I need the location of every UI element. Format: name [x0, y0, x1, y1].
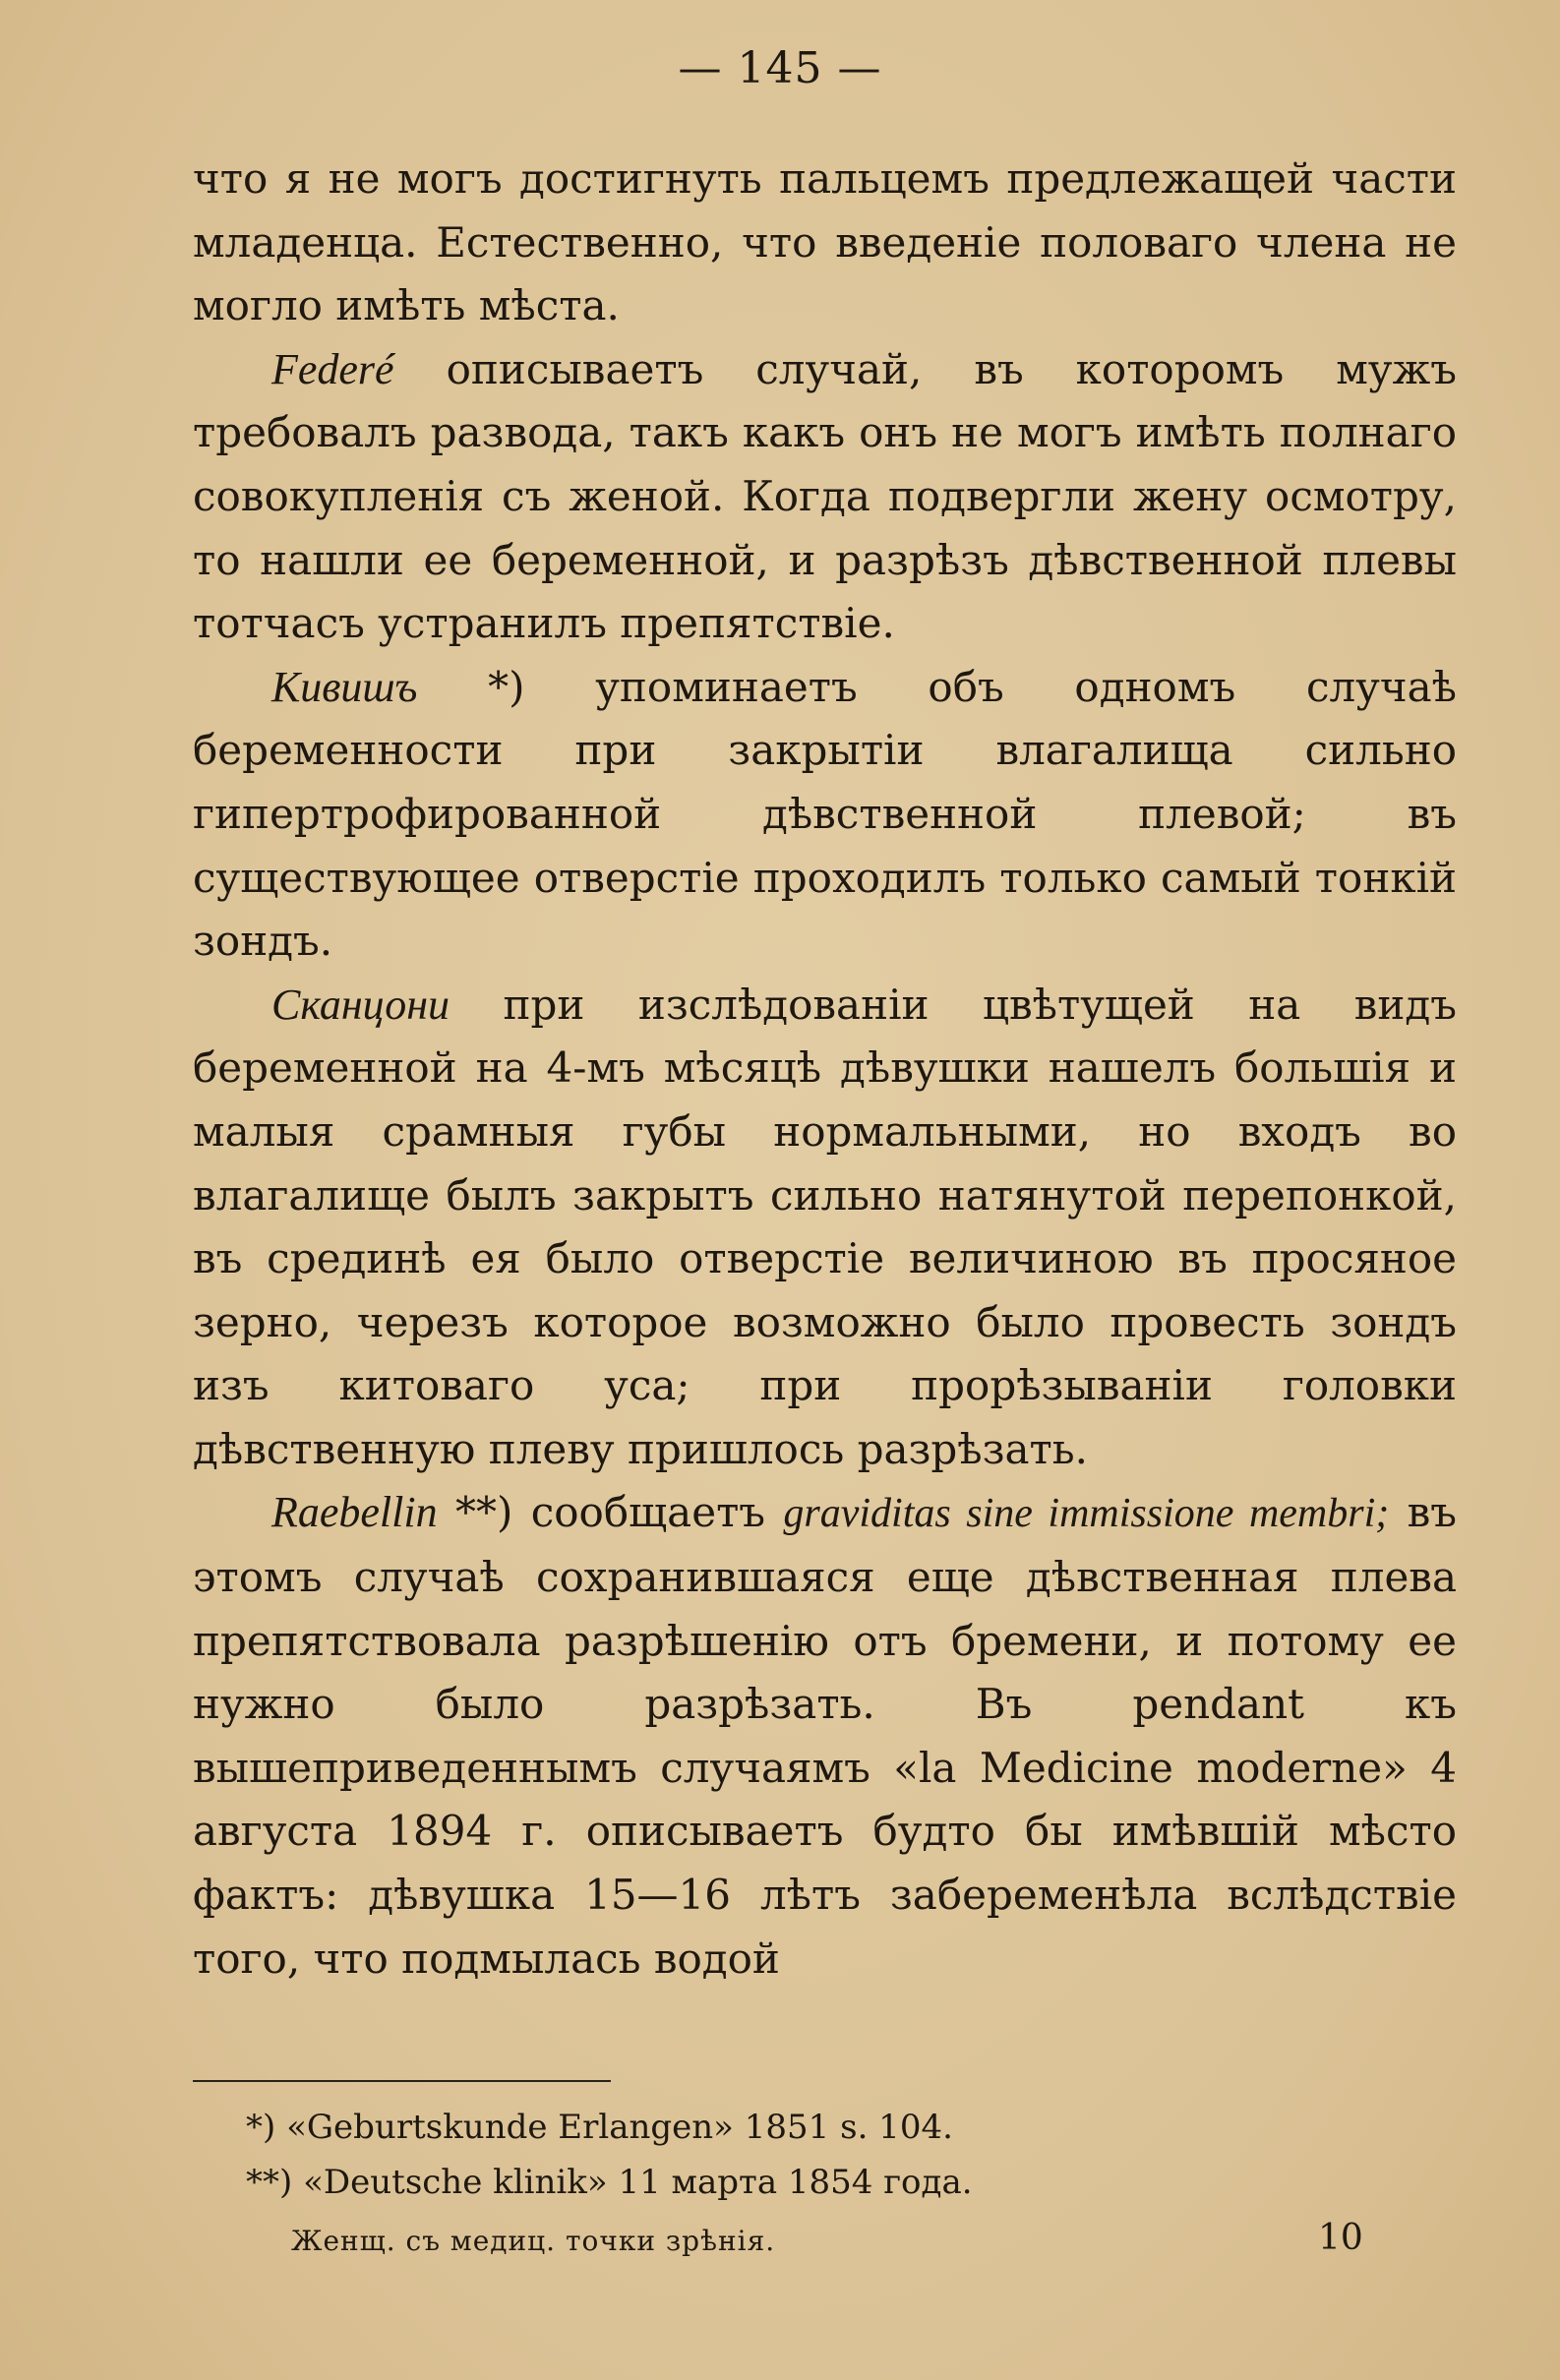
paragraph-1 — [193, 148, 1457, 338]
footnotes — [246, 2100, 1426, 2210]
footnote-mark: *) — [246, 2108, 276, 2147]
author-name: Federé — [271, 344, 394, 393]
paragraph-2 — [193, 338, 1457, 656]
paragraph-3 — [193, 656, 1457, 974]
paragraph-text: въ этомъ случаѣ сохранившаяся еще дѣвственная плева препятствовала разрѣшенію отъ бремени, и потому ее нужно было разрѣзать. Въ pendant къ вышеприведеннымъ случаямъ «la Medicine moderne» 4 августа 1894 г. описываетъ будто бы имѣвшій мѣсто фактъ: дѣвушка 15—16 лѣтъ забеременѣла вслѣдствіе того, что подмылась водой — [193, 1488, 1457, 1983]
footnote-mark: **) — [246, 2163, 293, 2202]
author-name: Raebellin — [271, 1488, 438, 1537]
paragraph-5 — [193, 1481, 1457, 1991]
footnote-text: «Geburtskunde Erlangen» 1851 s. 104. — [286, 2108, 953, 2147]
paragraph-text: что я не могъ достигнуть пальцемъ предлежащей части младенца. Естественно, что введеніе половаго члена не могло имѣть мѣста. — [193, 154, 1457, 330]
printer-signature: Женщ. съ медиц. точки зрѣнія. — [291, 2225, 776, 2257]
paragraph-text: при изслѣдованіи цвѣтущей на видъ беременной на 4-мъ мѣсяцѣ дѣвушки нашелъ большія и малыя срамныя губы нормальными, но входъ во влагалище былъ закрытъ сильно натянутой перепонкой, въ срединѣ ея было отверстіе величиною въ просяное зерно, черезъ которое возможно было провесть зондъ изъ китоваго уса; при прорѣзываніи головки дѣвственную плеву пришлось разрѣзать. — [193, 980, 1457, 1473]
paragraph-4 — [193, 974, 1457, 1482]
footnote-ref: *) — [417, 662, 525, 711]
footnote-text: «Deutsche klinik» 11 марта 1854 года. — [303, 2163, 973, 2202]
body-text — [193, 148, 1457, 1991]
paragraph-text: упоминаетъ объ одномъ случаѣ беременности при закрытіи влагалища сильно гипертрофированной дѣвственной плевой; въ существующее отверстіе проходилъ только самый тонкій зондъ. — [193, 662, 1457, 966]
footnote-1 — [246, 2100, 1426, 2155]
paragraph-text-lead: сообщаетъ — [530, 1488, 766, 1537]
page-number: — 145 — — [678, 43, 882, 93]
footnote-2 — [246, 2155, 1426, 2210]
sheet-number: 10 — [1318, 2218, 1363, 2258]
footnote-ref: **) — [437, 1488, 513, 1537]
latin-phrase: graviditas sine immissione membri; — [783, 1491, 1390, 1537]
author-name: Кивишъ — [271, 662, 418, 711]
paragraph-text: описываетъ случай, въ которомъ мужъ требовалъ развода, такъ какъ онъ не могъ имѣть полнаго совокупленія съ женой. Когда подвергли жену осмотру, то нашли ее беременной, и разрѣзъ дѣвственной плевы тотчасъ устранилъ препятствіе. — [193, 344, 1457, 648]
author-name: Сканцони — [271, 980, 450, 1029]
footnote-divider — [193, 2080, 611, 2082]
